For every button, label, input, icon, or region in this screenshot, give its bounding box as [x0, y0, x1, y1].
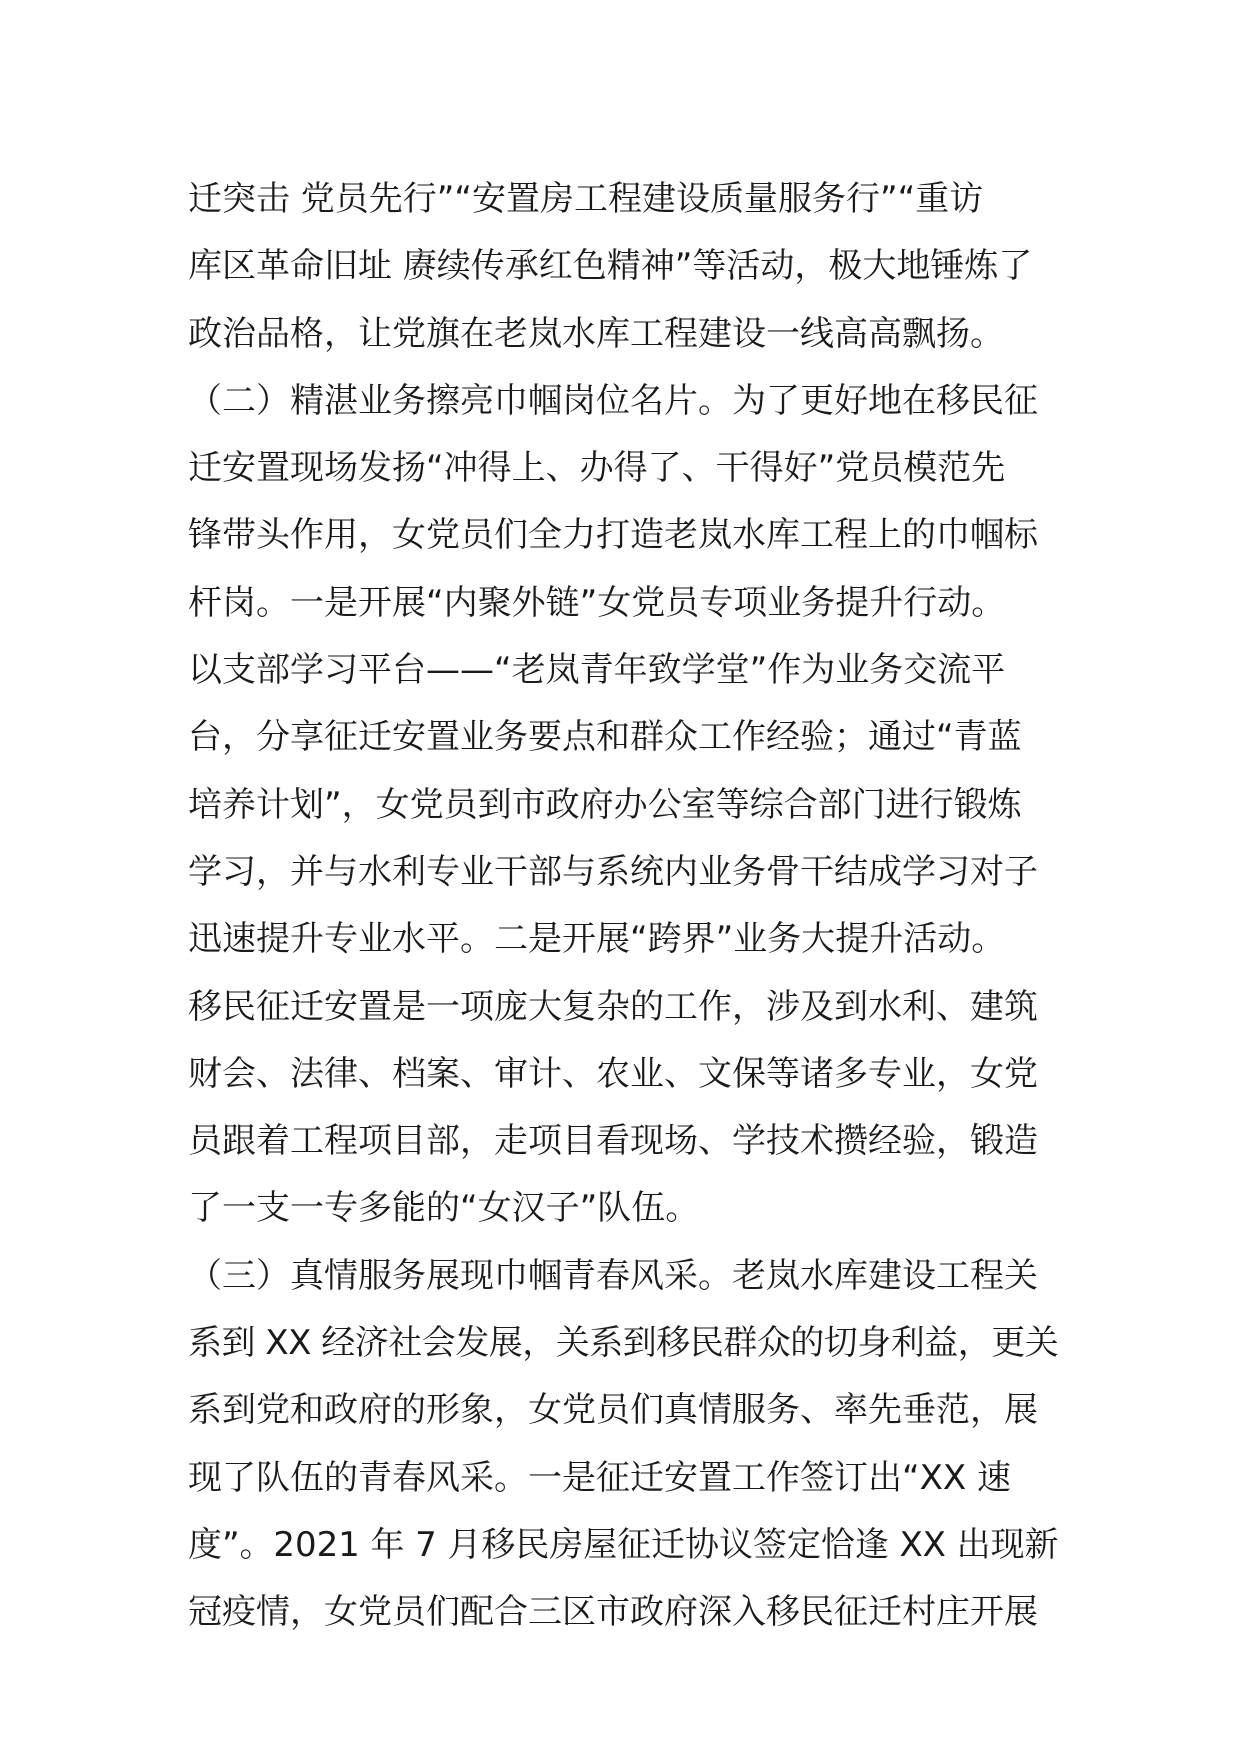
text-line: 库区革命旧址 赓续传承红色精神”等活动，极大地锤炼了 — [188, 246, 1033, 287]
text-line: 了一支一专多能的“女汉子”队伍。 — [188, 1188, 700, 1229]
text-line: 迁突击 党员先行”“安置房工程建设质量服务行”“重访 — [188, 179, 984, 219]
text-line: 移民征迁安置是一项庞大复杂的工作，涉及到水利、建筑 — [188, 986, 1038, 1027]
text-line: 财会、法律、档案、审计、农业、文保等诸多专业，女党 — [188, 1053, 1038, 1094]
text-line: 系到 XX 经济社会发展，关系到移民群众的切身利益，更关 — [188, 1323, 1059, 1364]
section-heading-line: （三）真情服务展现巾帼青春风采。老岚水库建设工程关 — [188, 1255, 1038, 1296]
text-line: 学习，并与水利专业干部与系统内业务骨干结成学习对子 — [188, 851, 1038, 892]
text-line: 度”。2021 年 7 月移民房屋征迁协议签定恰逢 XX 出现新 — [188, 1524, 1059, 1565]
text-line: 杆岗。一是开展“内聚外链”女党员专项业务提升行动。 — [188, 582, 1006, 623]
text-line: 锋带头作用，女党员们全力打造老岚水库工程上的巾帼标 — [188, 515, 1038, 556]
document-body — [188, 166, 1058, 1647]
text-line: 政治品格，让党旗在老岚水库工程建设一线高高飘扬。 — [188, 313, 1004, 354]
section-heading-line: （二）精湛业务擦亮巾帼岗位名片。为了更好地在移民征 — [188, 380, 1038, 421]
text-line: 以支部学习平台——“老岚青年致学堂”作为业务交流平 — [188, 650, 1006, 691]
text-line: 培养计划”，女党员到市政府办公室等综合部门进行锻炼 — [188, 784, 1022, 825]
text-line: 现了队伍的青春风采。一是征迁安置工作签订出“XX 速 — [188, 1457, 1012, 1498]
text-line: 员跟着工程项目部，走项目看现场、学技术攒经验，锻造 — [188, 1121, 1038, 1162]
text-line: 台，分享征迁安置业务要点和群众工作经验；通过“青蓝 — [188, 717, 1022, 758]
text-line: 迅速提升专业水平。二是开展“跨界”业务大提升活动。 — [188, 919, 1006, 960]
text-line: 冠疫情，女党员们配合三区市政府深入移民征迁村庄开展 — [188, 1592, 1038, 1633]
text-line: 迁安置现场发扬“冲得上、办得了、干得好”党员模范先 — [188, 448, 1006, 489]
text-line: 系到党和政府的形象，女党员们真情服务、率先垂范，展 — [188, 1390, 1038, 1431]
